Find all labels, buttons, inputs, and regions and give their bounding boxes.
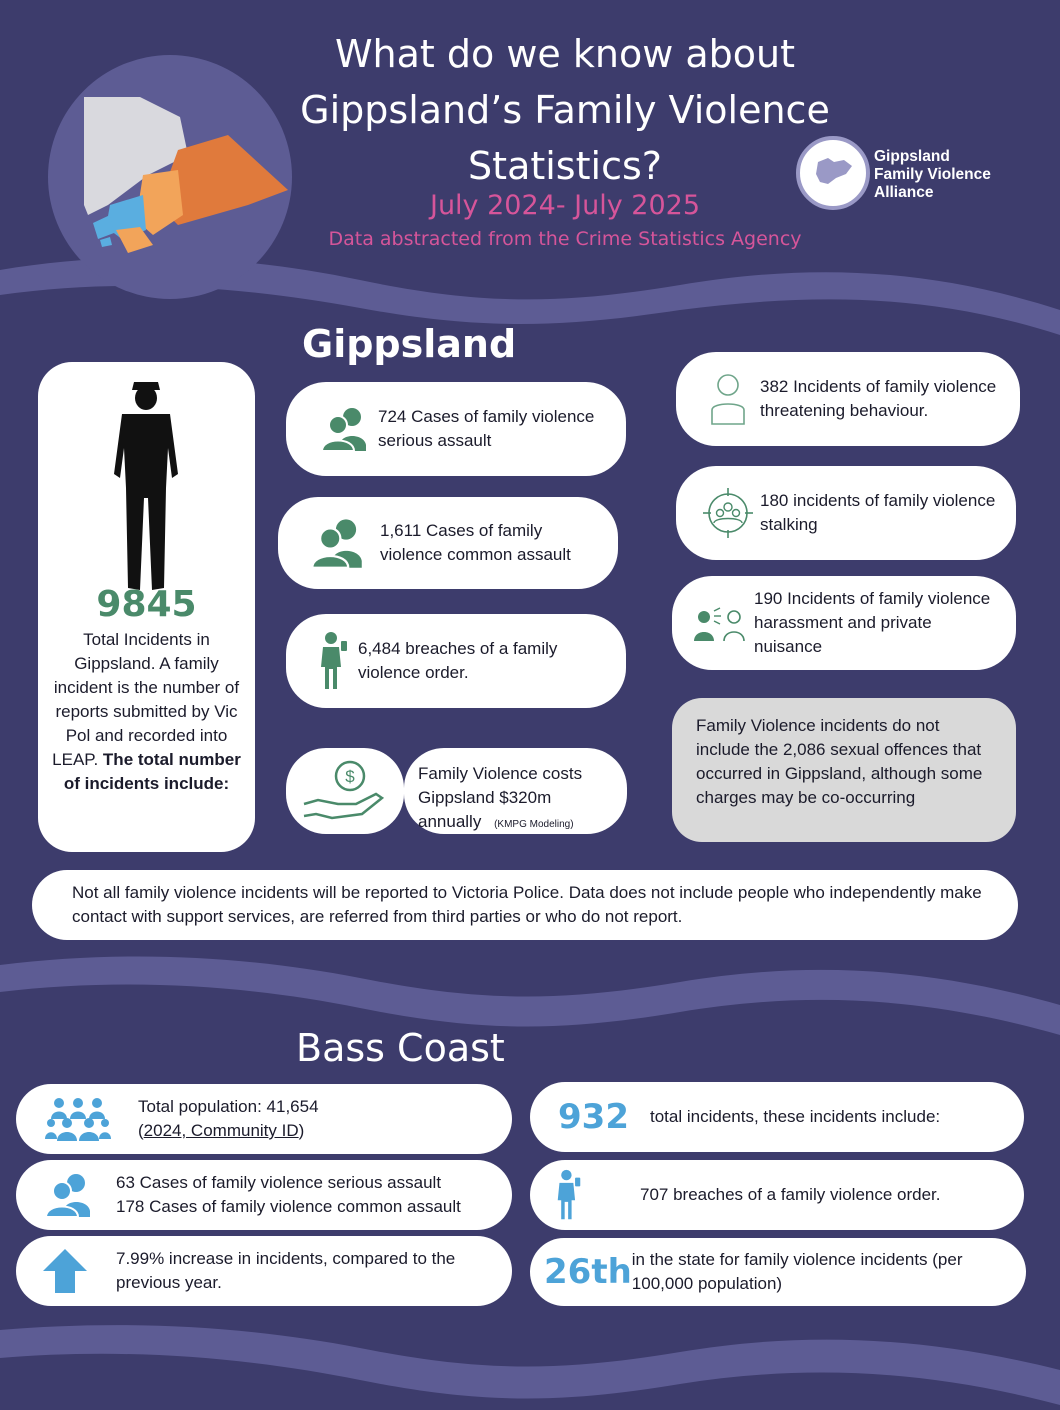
- people-icon: [36, 1171, 100, 1219]
- harassment-text: 190 Incidents of family violence harassment and private nuisance: [754, 589, 991, 656]
- logo-icon: [796, 136, 870, 210]
- stalking-text: 180 incidents of family violence stalking: [760, 491, 996, 534]
- bass-assault-text: 63 Cases of family violence serious assault 178 Cases of family violence common assault: [116, 1173, 461, 1216]
- bass-total-card: [530, 1082, 1024, 1152]
- serious-assault-text: 724 Cases of family violence serious assault: [378, 407, 595, 450]
- speaking-people-icon: [690, 603, 748, 643]
- total-incidents-card: [38, 362, 255, 852]
- person-phone-icon: [554, 1168, 584, 1222]
- stalking-card: [676, 466, 1016, 560]
- logo-text: Gippsland Family Violence Alliance: [874, 148, 991, 201]
- person-phone-icon: [314, 631, 354, 691]
- serious-assault-card: [286, 382, 626, 476]
- increase-text: 7.99% increase in incidents, compared to the previous year.: [116, 1249, 456, 1292]
- harassment-card: [672, 576, 1016, 670]
- bass-rank-card: [530, 1238, 1026, 1306]
- bass-assault-card: [16, 1160, 512, 1230]
- total-incidents-text: Total Incidents in Gippsland. A family incident is the number of reports submitted by Vic Pol and recorded into LEAP. The total number of incidents include:: [52, 630, 241, 793]
- population-card: [16, 1084, 512, 1154]
- breaches-text: 6,484 breaches of a family violence order.: [358, 639, 558, 682]
- bass-coast-heading: Bass Coast: [296, 1026, 505, 1070]
- svg-text:$: $: [345, 767, 355, 786]
- total-incidents-bold: The total number of incidents include:: [63, 750, 241, 793]
- common-assault-text: 1,611 Cases of family violence common assault: [380, 521, 571, 564]
- people-icon: [304, 516, 370, 570]
- costs-card: [404, 748, 627, 834]
- data-source: Data abstracted from the Crime Statistics Agency: [328, 228, 802, 250]
- page-title: What do we know about Gippsland’s Family Violence Statistics?: [300, 32, 830, 188]
- sexual-offences-card: Family Violence incidents do not include the 2,086 sexual offences that occurred in Gippsland, although some charges may be co-occurring: [672, 698, 1016, 842]
- common-assault-card: [278, 497, 618, 589]
- total-incidents-number: 9845: [96, 584, 197, 625]
- arrow-up-icon: [30, 1247, 100, 1295]
- threatening-card: [676, 352, 1020, 446]
- bass-breaches-text: 707 breaches of a family violence order.: [640, 1185, 941, 1204]
- money-hand-icon: [302, 760, 388, 824]
- bass-rank-text: in the state for family violence incidents (per 100,000 population): [631, 1250, 963, 1293]
- population-source-link[interactable]: 2024, Community ID: [143, 1121, 299, 1140]
- people-icon: [314, 405, 374, 453]
- person-outline-icon: [702, 372, 754, 426]
- costs-note: (KMPG Modeling): [494, 819, 574, 830]
- breaches-card: [286, 614, 626, 708]
- costs-text: Family Violence costs Gippsland $320m annually: [418, 764, 583, 831]
- wave-divider-middle: [0, 950, 1060, 1040]
- period: July 2024- July 2025: [429, 190, 701, 221]
- bass-total-number: 932: [558, 1097, 629, 1137]
- bass-total-text: total incidents, these incidents include:: [650, 1107, 941, 1126]
- threatening-text: 382 Incidents of family violence threatening behaviour.: [760, 377, 997, 420]
- increase-card: [16, 1236, 512, 1306]
- gippsland-heading: Gippsland: [302, 322, 517, 366]
- bass-rank-number: 26th: [544, 1252, 632, 1292]
- population-text: Total population: 41,654 (2024, Community ID): [138, 1097, 319, 1140]
- group-icon: [36, 1097, 120, 1141]
- bass-breaches-card: [530, 1160, 1024, 1230]
- costs-icon-card: [286, 748, 404, 834]
- police-silhouette-icon: [106, 378, 186, 598]
- target-people-icon: [700, 487, 756, 539]
- wave-divider-bottom: [0, 1320, 1060, 1410]
- disclaimer: Not all family violence incidents will be reported to Victoria Police. Data does not include people who independently make contact with support services, are referred from third parties or who do not report.: [32, 870, 1018, 940]
